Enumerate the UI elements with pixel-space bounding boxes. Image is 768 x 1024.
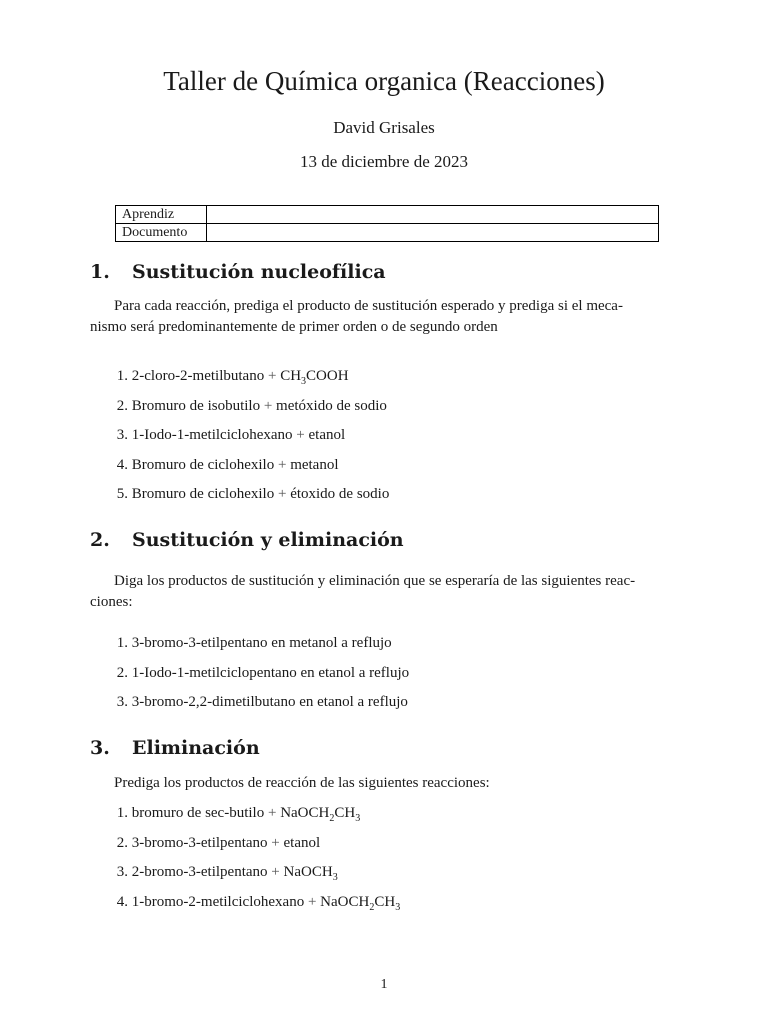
- reactant-b: NaOCH: [320, 893, 370, 910]
- plus-sign: +: [263, 397, 273, 414]
- page-number: 1: [380, 977, 388, 992]
- list-item: [90, 692, 409, 722]
- subscript: 3: [395, 901, 401, 913]
- list-item: [90, 484, 389, 514]
- reactant-b: CH: [334, 805, 356, 821]
- plus-sign: +: [296, 427, 305, 443]
- list-item: [90, 633, 409, 663]
- section-intro: [90, 571, 678, 613]
- list-item: [90, 892, 400, 922]
- reactant-b: CH: [374, 893, 396, 910]
- reactant-a: bromuro de sec-butilo: [131, 805, 265, 821]
- reactant-b: CH: [280, 368, 302, 384]
- plus-sign: +: [267, 805, 277, 821]
- plus-sign: +: [267, 368, 277, 384]
- reactant-b: NaOCH: [283, 864, 333, 880]
- item-number: 1.: [116, 805, 128, 821]
- reactant-a: 3-bromo-3-etilpentano: [131, 834, 268, 851]
- documento-field[interactable]: [207, 224, 659, 242]
- reactant-b: étoxido de sodio: [290, 486, 390, 502]
- section-heading-eliminacion: [90, 737, 260, 759]
- aprendiz-label: Aprendiz: [116, 206, 207, 224]
- section-title: Sustitución nucleofílica: [132, 261, 386, 283]
- subscript: 3: [301, 376, 307, 387]
- table-row: [116, 206, 659, 224]
- list-item: [90, 425, 389, 455]
- subscript: 2: [369, 901, 375, 913]
- plus-sign: +: [271, 834, 280, 851]
- section-number: 3.: [90, 737, 110, 759]
- item-number: 3.: [116, 694, 128, 710]
- reaction-list-1: [90, 366, 389, 514]
- section-title: Eliminación: [132, 737, 260, 759]
- reactant-b: etanol: [283, 834, 321, 851]
- subscript: 3: [355, 813, 361, 824]
- reactant-a: 2-cloro-2-metilbutano: [131, 368, 265, 384]
- list-item: [90, 803, 400, 833]
- section-number: 1.: [90, 261, 110, 283]
- item-number: 5.: [116, 486, 128, 502]
- list-item: [90, 833, 400, 863]
- list-item: [90, 366, 389, 396]
- plus-sign: +: [277, 486, 287, 502]
- reactant-b: metanol: [290, 456, 339, 473]
- aprendiz-field[interactable]: [207, 206, 659, 224]
- section-heading-sustitucion-nucleofilica: [90, 261, 386, 283]
- student-info-table: [115, 205, 659, 242]
- reactant-a: Bromuro de isobutilo: [131, 397, 261, 414]
- reaction-list-3: [90, 803, 400, 921]
- section-number: 2.: [90, 529, 110, 551]
- subscript: 3: [332, 872, 338, 883]
- reactant-b: NaOCH: [280, 805, 330, 821]
- list-item: [90, 396, 389, 426]
- intro-line: nismo será predominantemente de primer orden o de segundo orden: [90, 319, 498, 335]
- reactant-a: 1-Iodo-1-metilciclohexano: [131, 427, 293, 443]
- reaction-list-2: [90, 633, 409, 722]
- reactant-a: Bromuro de ciclohexilo: [131, 486, 275, 502]
- reactant-a: 1-bromo-2-metilciclohexano: [131, 893, 305, 910]
- intro-line: ciones:: [90, 594, 133, 610]
- section-intro: Prediga los productos de reacción de las siguientes reacciones:: [114, 775, 490, 791]
- plus-sign: +: [271, 864, 280, 880]
- document-date: 13 de diciembre de 2023: [299, 152, 469, 171]
- plus-sign: +: [307, 893, 317, 910]
- plus-sign: +: [277, 456, 287, 473]
- item-number: 1.: [116, 635, 128, 651]
- reactant-b: metóxido de sodio: [276, 397, 387, 414]
- item-number: 1.: [116, 368, 128, 384]
- item-number: 2.: [116, 664, 128, 681]
- reactant-a: 2-bromo-3-etilpentano: [131, 864, 268, 880]
- item-number: 3.: [116, 864, 128, 880]
- item-text: 3-bromo-2,2-dimetilbutano en etanol a reflujo: [131, 694, 408, 710]
- item-text: 1-Iodo-1-metilciclopentano en etanol a reflujo: [131, 664, 410, 681]
- reactant-a: Bromuro de ciclohexilo: [131, 456, 275, 473]
- documento-label: Documento: [116, 224, 207, 242]
- item-number: 2.: [116, 834, 128, 851]
- intro-line: Para cada reacción, prediga el producto de sustitución esperado y prediga si el meca-: [114, 298, 623, 314]
- section-intro: [90, 296, 678, 338]
- list-item: [90, 455, 389, 485]
- author-name: David Grisales: [333, 118, 435, 137]
- section-heading-sustitucion-eliminacion: [90, 529, 404, 551]
- intro-line: Diga los productos de sustitución y eliminación que se esperaría de las siguientes reac-: [114, 573, 636, 589]
- subscript: 2: [329, 813, 335, 824]
- item-number: 2.: [116, 397, 128, 414]
- item-number: 3.: [116, 427, 128, 443]
- document-title: Taller de Química organica (Reacciones): [163, 66, 605, 96]
- reactant-b: etanol: [308, 427, 346, 443]
- table-row: [116, 224, 659, 242]
- reactant-b: COOH: [306, 368, 349, 384]
- item-number: 4.: [116, 456, 128, 473]
- section-title: Sustitución y eliminación: [132, 529, 404, 551]
- item-number: 4.: [116, 893, 128, 910]
- list-item: [90, 862, 400, 892]
- list-item: [90, 663, 409, 693]
- item-text: 3-bromo-3-etilpentano en metanol a reflujo: [131, 635, 392, 651]
